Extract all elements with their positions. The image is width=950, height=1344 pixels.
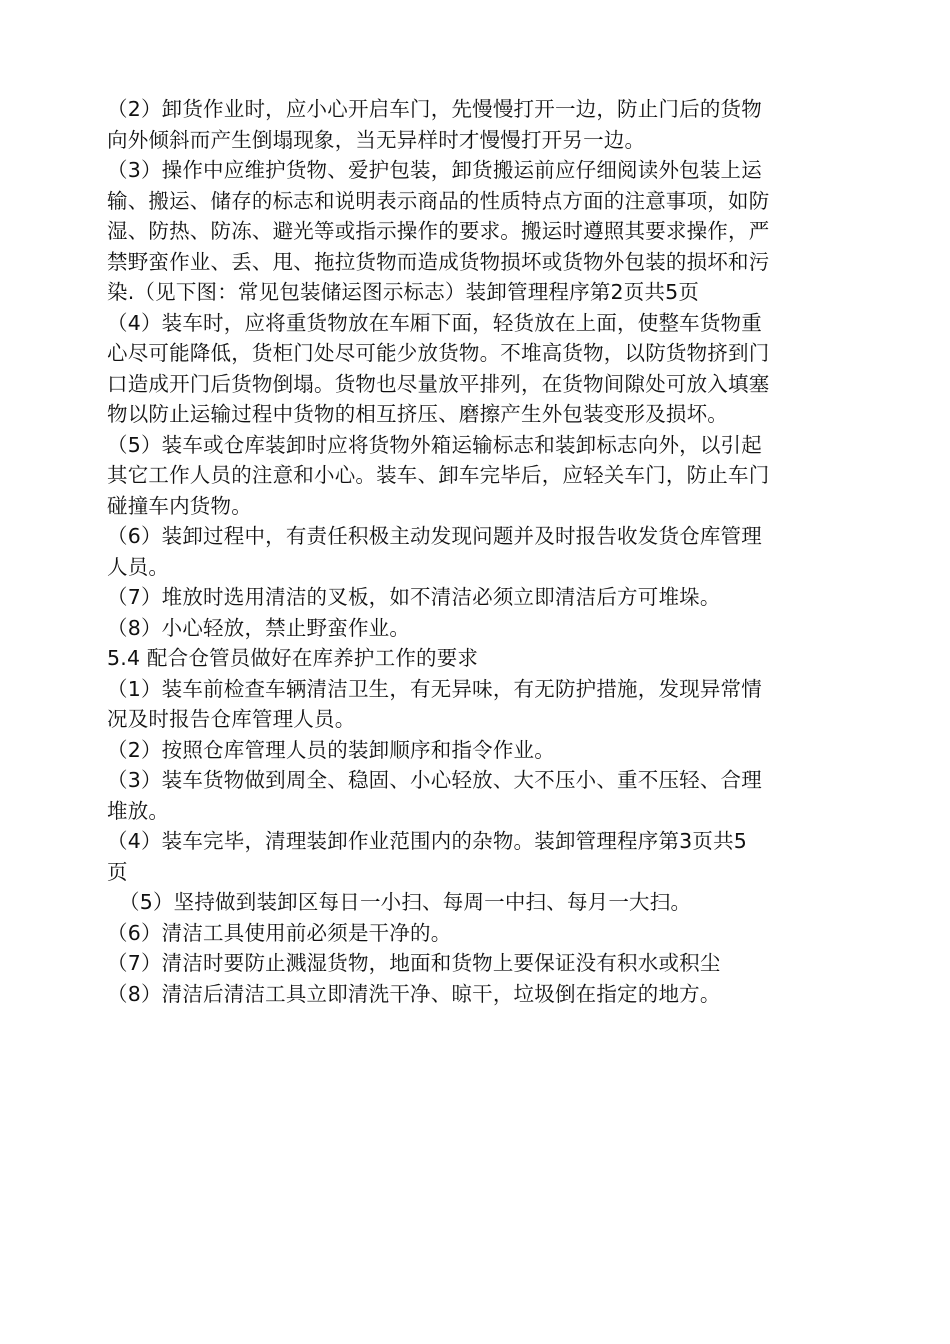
text-line: 心尽可能降低，货柜门处尽可能少放货物。不堆高货物，以防货物挤到门 <box>107 341 770 365</box>
text-line: 物以防止运输过程中货物的相互挤压、磨擦产生外包装变形及损坏。 <box>107 402 728 426</box>
text-line: 人员。 <box>107 554 170 579</box>
text-line: 染.（见下图：常见包装储运图示标志）装卸管理程序第2页共5页 <box>107 280 700 304</box>
text-line: （3）操作中应维护货物、爱护包装，卸货搬运前应仔细阅读外包装上运 <box>107 158 762 182</box>
text-line: （7）堆放时选用清洁的叉板，如不清洁必须立即清洁后方可堆垛。 <box>107 585 721 609</box>
text-line: 其它工作人员的注意和小心。装车、卸车完毕后，应轻关车门，防止车门 <box>107 463 770 487</box>
text-line: 湿、防热、防冻、避光等或指示操作的要求。搬运时遵照其要求操作，严 <box>107 219 770 243</box>
document-page <box>107 94 847 1009</box>
text-line: 禁野蛮作业、丢、甩、拖拉货物而造成货物损坏或货物外包装的损坏和污 <box>107 249 770 274</box>
text-line: （1）装车前检查车辆清洁卫生，有无异味，有无防护措施，发现异常情 <box>107 676 762 701</box>
text-line: （4）装车时，应将重货物放在车厢下面，轻货放在上面，使整车货物重 <box>107 310 762 335</box>
text-line: 况及时报告仓库管理人员。 <box>107 707 356 731</box>
text-line: 口造成开门后货物倒塌。货物也尽量放平排列，在货物间隙处可放入填塞 <box>107 371 770 396</box>
text-line: （7）清洁时要防止溅湿货物，地面和货物上要保证没有积水或积尘 <box>107 951 721 975</box>
text-line: 向外倾斜而产生倒塌现象，当无异样时才慢慢打开另一边。 <box>107 127 646 152</box>
text-line: （6）装卸过程中，有责任积极主动发现问题并及时报告收发货仓库管理 <box>107 524 762 548</box>
text-line: 碰撞车内货物。 <box>107 493 252 518</box>
section-heading: 5.4 配合仓管员做好在库养护工作的要求 <box>107 646 479 670</box>
text-line: （8）小心轻放，禁止野蛮作业。 <box>107 615 411 640</box>
text-line: （4）装车完毕，清理装卸作业范围内的杂物。装卸管理程序第3页共5 <box>107 829 748 853</box>
text-line: 堆放。 <box>107 798 170 823</box>
text-line: （6）清洁工具使用前必须是干净的。 <box>107 920 452 945</box>
text-line: （2）按照仓库管理人员的装卸顺序和指令作业。 <box>107 737 555 762</box>
text-line: （5）坚持做到装卸区每日一小扫、每周一中扫、每月一大扫。 <box>119 890 692 914</box>
text-line: （5）装车或仓库装卸时应将货物外箱运输标志和装卸标志向外，以引起 <box>107 432 762 457</box>
text-line: （2）卸货作业时，应小心开启车门，先慢慢打开一边，防止门后的货物 <box>107 97 762 121</box>
text-line: （3）装车货物做到周全、稳固、小心轻放、大不压小、重不压轻、合理 <box>107 768 762 792</box>
text-line: 页 <box>107 859 128 884</box>
text-line: 输、搬运、储存的标志和说明表示商品的性质特点方面的注意事项，如防 <box>107 188 770 213</box>
text-line: （8）清洁后清洁工具立即清洗干净、晾干，垃圾倒在指定的地方。 <box>107 981 721 1006</box>
